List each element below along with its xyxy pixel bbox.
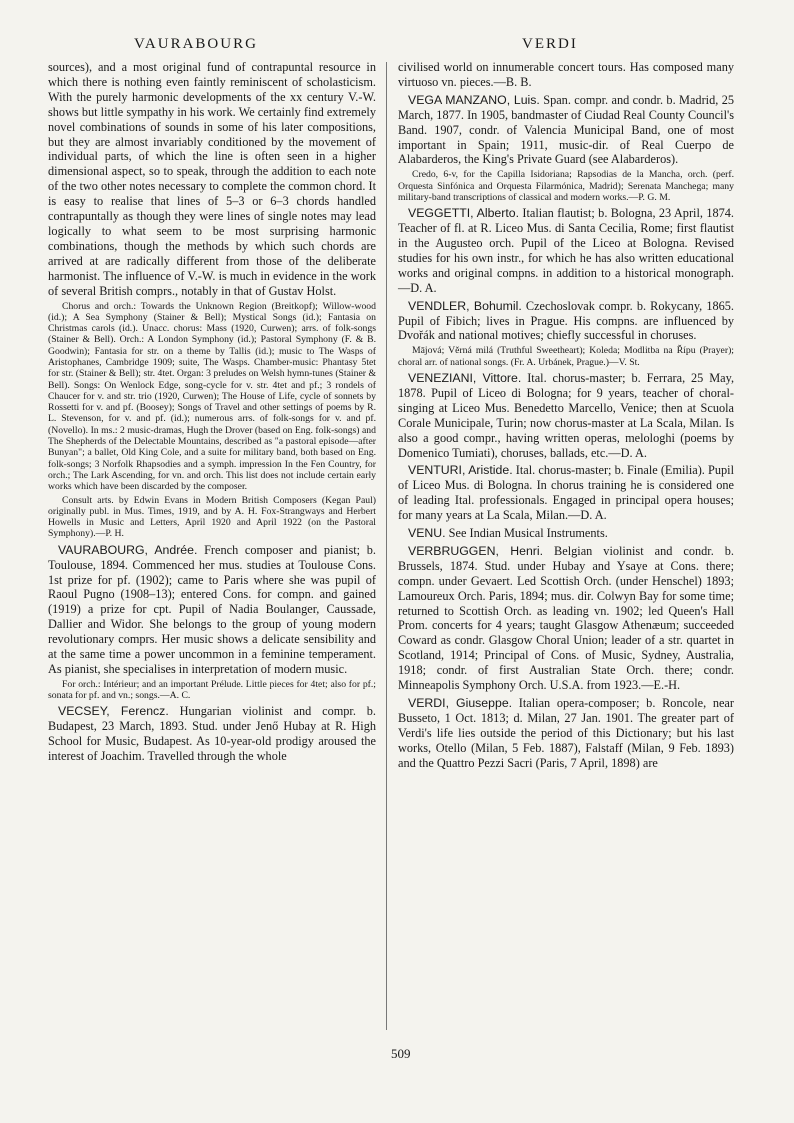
- running-head-right: VERDI: [522, 36, 578, 52]
- entry-verbruggen: [398, 544, 734, 693]
- entry-name: VEGA MANZANO, Luis.: [408, 92, 540, 107]
- entry-text: Belgian violinist and condr. b. Brussels, 1874. Stud. under Hubay and Ysaye at Cons. there; compn. under Gevaert. Led Scottish Orch. (under Henschel) 1893; Lamoureux Orch. Paris, 1894; mus. dir. Colwyn Bay for some time; returned to Scottish Orch. as leading vn. 1902; led Queen's Hall Prom. concerts for 4 years; taught Glasgow Athenæum; succeeded Coward as condr. Glasgow Choral Union; leader of a str. quartet in Scotland, 1914; Principal of Cons. of Music, Sydney, Australia, 1918; condr. of first Australian State Orch. there; condr. Minneapolis Symphony Orch. U.S.A. from 1923.—E.-H.: [398, 543, 734, 693]
- entry-works: For orch.: Intérieur; and an important Prélude. Little pieces for 4tet; also for pf.; sonata for pf. and vn.; songs.—A. C.: [48, 678, 376, 702]
- entry-text: Span. compr. and condr. b. Madrid, 25 March, 1877. In 1905, bandmaster of Ciudad Real County Council's Band. 1907, condr. of Valencia Municipal Band, one of most important in Spain; 1911, music-dir. of Real Cuerpo de Alabarderos, the King's Private Guard (see Alabarderos).: [398, 92, 734, 167]
- column-rule: [386, 62, 387, 1030]
- entry-name: VEGGETTI, Alberto.: [408, 206, 520, 221]
- article-continuation: civilised world on innumerable concert tours. Has composed many virtuoso vn. pieces.—B. B.: [398, 60, 734, 89]
- entry-text: French composer and pianist; b. Toulouse, 1894. Commenced her mus. studies at Toulouse Cons. 1st prize for pf. (1902); came to Paris where she was pupil of Raoul Pugno (1908–13); entered Cons. for compn. and gained (1919) a prize for cpt. Pupil of Nadia Boulanger, Caussade, Dallier and Widor. She belongs to the group of young modern revolutionary comprs. Her music shows a delicate sensibility and at the same time a power uncommon in a feminine temperament. As pianist, she specialises in interpretation of modern music.: [48, 542, 376, 676]
- entry-veggetti: [398, 206, 734, 295]
- entry-veneziani: [398, 371, 734, 460]
- entry-name: VERDI, Giuseppe.: [408, 696, 513, 711]
- entry-name: VENU.: [408, 526, 446, 541]
- entry-venu: [398, 526, 734, 541]
- entry-vendler: [398, 299, 734, 344]
- entry-text: See Indian Musical Instruments.: [448, 526, 608, 541]
- page-number: 509: [391, 1046, 411, 1061]
- running-head-left: VAURABOURG: [134, 36, 258, 52]
- entry-works: Credo, 6-v, for the Capilla Isidoriana; Rapsodias de la Mancha, orch. (perf. Orquesta Sinfónica and Orquesta Filarmónica, Madrid); Serenata Manchega; many military-band transcriptions of classical and modern works.—P. G. M.: [398, 169, 734, 203]
- consult-note: Consult arts. by Edwin Evans in Modern British Composers (Kegan Paul) originally publ. in Mus. Times, 1919, and by A. H. Fox-Strangways and Herbert Howells in Music and Letters, April 1920 and April 1922 (on the Pastoral Symphony).—P. H.: [48, 494, 376, 540]
- entry-name: VERBRUGGEN, Henri.: [408, 543, 544, 558]
- entry-text: Hungarian violinist and compr. b. Budapest, 23 March, 1893. Stud. under Jenő Hubay at R. High School for Music, Budapest. As 10-year-old prodigy aroused the interest of Joachim. Travelled through the whole: [48, 704, 376, 764]
- entry-name: VENEZIANI, Vittore.: [408, 370, 522, 385]
- works-list: Chorus and orch.: Towards the Unknown Region (Breitkopf); Willow-wood (id.); A Sea Symphony (Stainer & Bell); Mystical Songs (id.); Fantasia on Christmas carols (id.). Unacc. chorus: Mass (1920, Curwen); arrs. of folk-songs (Stainer & Bell). Orch.: A London Symphony (id.); Pastoral Symphony (F. & B. Goodwin); Fantasia for str. on a theme by Tallis (id.); music to The Wasps of Aristophanes, Cambridge 1909; suite, The Wasps. Chamber-music: Phantasy 5tet for str. (Stainer & Bell); str. 4tet. Organ: 3 preludes on Welsh hymn-tunes (Stainer & Bell). Songs: On Wenlock Edge, song-cycle for v. str. 4tet and pf.; 3 rondels of Chaucer for v. and str. trio (1920, Curwen); The House of Life, cycle of sonnets by Rossetti for v. and pf. (Boosey); Songs of Travel and other settings of poems by R. L. Stevenson, for v. and pf. (id.); numerous arrs. of folk-songs for v. and pf. (Novello). In ms.: 2 music-dramas, Hugh the Drover (based on Eng. folk-songs) and The Shepherds of the Delectable Mountains, described as "a pastoral episode—after Bunyan"; a ballet, Old King Cole, and a suite for military band, both based on Eng. folk-songs; 3 Norfolk Rhapsodies and a symph. impression In the Fen Country, for orch.; The Lark Ascending, for vn. and orch. This list does not include certain early works which have been discarded by the composer.: [48, 300, 376, 493]
- entry-text: Italian flautist; b. Bologna, 23 April, 1874. Teacher of fl. at R. Liceo Mus. di Santa Cecilia, Rome; first flautist in the Augusteo orch. Pupil of the Liceo at Bologna. Revised studies for his own instr., for which he has also written educational works and original compns. in addition to a historical monograph.—D. A.: [398, 206, 734, 295]
- entry-works: Mājová; Věrná milá (Truthful Sweetheart); Koleda; Modlitba na Řípu (Prayer); choral arr. of national songs. (Fr. A. Urbánek, Prague.)—V. St.: [398, 345, 734, 368]
- entry-venturi: [398, 463, 734, 523]
- entry-text: Italian opera-composer; b. Roncole, near Busseto, 1 Oct. 1813; d. Milan, 27 Jan. 1901. The greater part of Verdi's life lies outside the period of this Dictionary; but his last works, Otello (Milan, 5 Feb. 1887), Falstaff (Milan, 9 Feb. 1893) and the Quattro Pezzi Sacri (Paris, 7 April, 1898) are: [398, 696, 734, 770]
- entry-name: VENTURI, Aristide.: [408, 463, 513, 478]
- entry-verdi: [398, 696, 734, 771]
- entry-vaurabourg: [48, 543, 376, 677]
- entry-vega-manzano: [398, 93, 734, 168]
- article-continuation: sources), and a most original fund of contrapuntal resource in which there is nothing even faintly reminiscent of scholasticism. With the purely harmonic developments of the xx century V.-W. shows but little sympathy in his work. We certainly find extremely novel combinations of sounds in some of his later compositions, but they are almost invariably conditioned by the movement of individual parts, of which the line is often seen in a higher dimensional aspect, so to speak, through the addition to each note of the two other notes necessary to complete the common chord. It is easy to realise that lines of 5–3 or 6–3 chords handled contrapuntally as though they were lines of single notes may lead logically to what seem to be most surprising harmonic combinations, though the methods by which such chords are arrived at are radically different from those of the deliberate harmonist. The influence of V.-W. is much in evidence in the work of several British comprs., notably in that of Gustav Holst.: [48, 60, 376, 298]
- entry-text: Czechoslovak compr. b. Rokycany, 1865. Pupil of Fibich; lives in Prague. His compns. are influenced by Dvořák and national motives; chiefly successful in choruses.: [398, 298, 735, 343]
- entry-name: VENDLER, Bohumil.: [408, 298, 522, 313]
- left-column: [48, 60, 376, 764]
- entry-name: VECSEY, Ferencz.: [58, 704, 169, 719]
- right-column: [398, 60, 734, 771]
- entry-vecsey: [48, 704, 376, 764]
- entry-text: Ital. chorus-master; b. Ferrara, 25 May, 1878. Pupil of Liceo di Bologna; for 9 years, teacher of choral-singing at Liceo Mus. Benedetto Marcello, Venice; then at Scuola Corale Municipale, Turin; now chorus-master at La Scala, Milan. Is also a good compr., having written operas, melologhi (poems by Domenico Tumiati), choruses, ballads, etc.—D. A.: [398, 370, 735, 460]
- entry-text: Ital. chorus-master; b. Finale (Emilia). Pupil of Liceo Mus. di Bologna. In chorus training he is considered one of leading Ital. professionals. Engaged in principal opera houses; for many years at La Scala, Milan.—D. A.: [398, 463, 734, 523]
- entry-name: VAURABOURG, Andrée.: [58, 542, 198, 557]
